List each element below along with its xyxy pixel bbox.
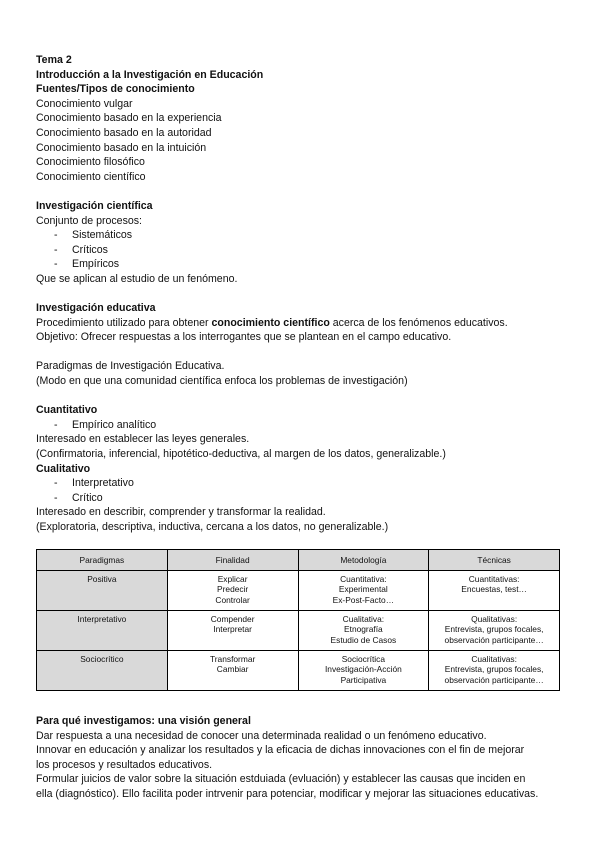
vision-line: Formular juicios de valor sobre la situación estduiada (evluación) y establecer las causas que inciden en [36, 773, 526, 786]
cientifica-outro: Que se aplican al estudio de un fenómeno. [36, 272, 238, 285]
fuente-item: Conocimiento basado en la autoridad [36, 126, 212, 139]
metodologia-cell: Cuantitativa: Experimental Ex-Post-Facto… [298, 571, 429, 611]
cuantitativo-line: Interesado en establecer las leyes generales. [36, 433, 250, 446]
column-header: Finalidad [167, 550, 298, 571]
list-item: - Crítico [54, 491, 103, 504]
paradigmas-table [36, 549, 560, 691]
document-title: Introducción a la Investigación en Educación [36, 68, 264, 81]
metodologia-cell: Sociocrítica Investigación-Acción Participativa [298, 651, 429, 691]
table-row [37, 611, 560, 651]
fuente-item: Conocimiento filosófico [36, 156, 145, 169]
paradigmas-note: (Modo en que una comunidad científica enfoca los problemas de investigación) [36, 375, 408, 388]
list-item: - Empíricos [54, 258, 120, 271]
cualitativo-line: (Exploratoria, descriptiva, inductiva, cercana a los datos, no generalizable.) [36, 521, 389, 533]
list-item: - Interpretativo [54, 477, 134, 490]
table-row [37, 571, 560, 611]
column-header: Técnicas [429, 550, 560, 571]
cientifica-list [36, 228, 566, 272]
finalidad-cell: Explicar Predecir Controlar [167, 571, 298, 611]
vision-line: ella (diagnóstico). Ello facilita poder intrvenir para potenciar, modificar y mejorar las situaciones educativas. [36, 787, 539, 800]
vision-line: los procesos y resultados educativos. [36, 758, 213, 771]
cuantitativo-heading: Cuantitativo [36, 404, 98, 417]
cuantitativo-list [36, 418, 566, 433]
finalidad-cell: Compender Interpretar [167, 611, 298, 651]
tecnicas-cell: Cualitativas: Entrevista, grupos focales, observación participante… [429, 651, 560, 691]
fuente-item: Conocimiento basado en la intuición [36, 141, 207, 154]
table-header-row [37, 550, 560, 571]
fuente-item: Conocimiento científico [36, 170, 146, 183]
cientifica-intro: Conjunto de procesos: [36, 214, 143, 227]
table-row [37, 651, 560, 691]
paradigma-cell: Interpretativo [37, 611, 168, 651]
column-header: Paradigmas [37, 550, 168, 571]
cualitativo-list [36, 476, 566, 505]
list-item: - Sistemáticos [54, 229, 133, 242]
cualitativo-heading: Cualitativo [36, 462, 91, 475]
list-item: - Críticos [54, 243, 108, 256]
paradigma-cell: Sociocrítico [37, 651, 168, 691]
tecnicas-cell: Qualitativas: Entrevista, grupos focales, observación participante… [429, 611, 560, 651]
paradigma-cell: Positiva [37, 571, 168, 611]
vision-line: Dar respuesta a una necesidad de conocer una determinada realidad o un fenómeno educativo. [36, 729, 487, 742]
paradigmas-title: Paradigmas de Investigación Educativa. [36, 360, 225, 373]
document-body [36, 53, 566, 535]
cientifica-heading: Investigación científica [36, 199, 153, 212]
educativa-definition: Procedimiento utilizado para obtener conocimiento científico acerca de los fenómenos educativos. [36, 316, 508, 329]
educativa-heading: Investigación educativa [36, 302, 156, 315]
cuantitativo-line: (Confirmatoria, inferencial, hipotético-deductiva, al margen de los datos, generalizable.) [36, 448, 446, 461]
vision-heading: Para qué investigamos: una visión general [36, 715, 251, 727]
cualitativo-line: Interesado en describir, comprender y transformar la realidad. [36, 506, 326, 519]
list-item: - Empírico analítico [54, 418, 157, 431]
column-header: Metodología [298, 550, 429, 571]
vision-section [36, 714, 566, 802]
metodologia-cell: Cualitativa: Etnografía Estudio de Casos [298, 611, 429, 651]
vision-line: Innovar en educación y analizar los resultados y la eficacia de dichas innovaciones con el fin de mejorar [36, 744, 525, 757]
fuente-item: Conocimiento vulgar [36, 97, 133, 110]
finalidad-cell: Transformar Cambiar [167, 651, 298, 691]
tecnicas-cell: Cuantitativas: Encuestas, test… [429, 571, 560, 611]
fuente-item: Conocimiento basado en la experiencia [36, 112, 222, 125]
fuentes-heading: Fuentes/Tipos de conocimiento [36, 83, 195, 96]
tema-label: Tema 2 [36, 54, 72, 66]
educativa-objetivo: Objetivo: Ofrecer respuestas a los interrogantes que se plantean en el campo educativo. [36, 331, 452, 344]
